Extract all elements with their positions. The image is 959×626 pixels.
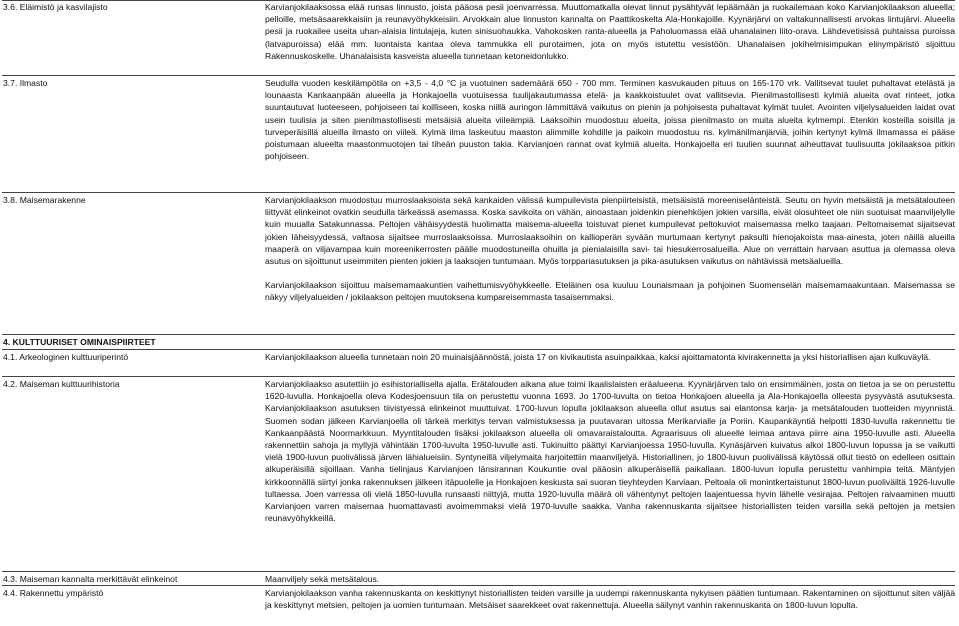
- table-rule: [2, 75, 955, 76]
- section-text: Karvianjokilaakson vanha rakennuskanta on keskittynyt historiallisten teiden varsille ja uudempi rakennuskanta nykyisen päätien tuntumaan. Rakentaminen on sijoittunut siten väljää ja keskittynyt metsien, peltojen ja uomien tuntumaan. Metsäiset saarekkeet ovat rakennettuja. Alueella säilynyt vanhin rakennuskanta on 1800-luvun lopulta.: [265, 588, 955, 611]
- table-rule: [2, 585, 955, 586]
- table-rule: [2, 192, 955, 193]
- table-rule: [2, 349, 955, 350]
- chapter-heading: 4. KULTTUURISET OMINAISPIIRTEET: [3, 337, 156, 347]
- table-rule: [2, 334, 955, 335]
- table-rule: [2, 376, 955, 377]
- section-label: 4.4. Rakennettu ympäristö: [3, 588, 104, 598]
- section-label: 3.6. Eläimistö ja kasvilajisto: [3, 2, 108, 12]
- section-text: Karvianjokilaaksossa elää runsas linnusto, joista pääosa pesii joenvarressa. Muuttomatkalla olevat linnut pysähtyvät lepäämään ja ruokailemaan koko Karvianjokilaakson alueella; pelloille, metsäsaarekkaisiin ja reunavyöhykkeisiin. Arvokkain alue linnuston kannalta on Paattikoskelta Ala-Honkajoille. Kyynärjärvi on valtakunnallisesti arvokas lintujärvi. Alueella pesii ja ruokailee useita uhan-alaisia lintulajeja, kuten sinisuohaukka. Vahokosken ranta-alueella ja Paholuomassa elää uhanalainen liito-orava. Lähdevetisissä puhtaissa puroissa (latvapuroissa) elää mm. luontaista kantaa oleva tammukka eli purotaimen, jota on myös istutettu vesistöön. Uhanalaisen jokihelmisimpukan elinympäristö sijoittuu Rakennuskoskelle. Uhanalaisista kasveista alueella tunnetaan ketoneidonlukko.: [265, 2, 955, 61]
- section-text: Karvianjokilaakso asutettiin jo esihistoriallisella ajalla. Erätalouden aikana alue toimi lkaalislaisten eräalueena. Kyynärjärven talo on ensimmäinen, josta on tietoa ja se on perustettu 1620-luvulla. Honkajoella oleva Kodesjoensuun tila on perustettu vuonna 1693. Jo 1700-luvulta on tietoa Honkajoen alueella ja Ala-Honkajoella olleesta pysyvästä asutuksesta. Karvianjokilaakson asutuksen tiivistyessä elinkeinot muuttuivat. 1700-luvun lopulla jokilaakson alueella ollut asutus sai elantonsa karja- ja metsätalouden tuotteiden myynnistä. Suomen sodan jälkeen Karvianjoella oli tärkeä merkitys tervan valmistuksessa ja puutavaran uitossa Merikarvialle ja Poriin. Kaupankäyntiä helpotti 1830-luvulla rakennettu tie Kankaanpäästä Noormarkkuun. Myyntitalouden lisäksi jokilaakson alueella oli omavaraistaloutta. Agraarisuus oli alueelle leimaa antava piirre aina 1950-luvulle asti. Alueella rakennettiin sahoja ja myllyjä vähintään 1700-luvulta 1950-luvulle asti. Tukinuitto päättyi Karvianjoessa 1950-luvulla. Kynäsjärven kuivatus alkoi 1800-luvun lopussa ja se vaikutti vielä 1900-luvun puolivälissä järven lähialueisiin. Syntyneillä viljelymaita harjoitettiin maanviljelyä. Historiallinen, jo 1800-luvun puolivälissä käytössä ollut tiestö on edelleen osittain alkuperäisillä sijoillaan. Vanha tielinjaus Karvianjoen länsirannan Koukuntie oval pääosin alkuperäisellä paikallaan. 1800-luvun lopulla perustettu vanhimpia teitä. Mäntyjen kirkkoonnällä siirtyi jonka rakennuksen jälkeen itäpuolelle ja Honkajoen keskusta sai suoran tieyhteyden Karviaan. Peltoala oli monintkertaistunut 1800-luvun puoliväiltä 1926-luvulle tultaessa. Joen varressa oli vielä 1850-luvulla runsaasti niittyjä, mutta 1920-luvulla määrä oli vähentynyt peltojen laajentuessa hyvin lähelle vesirajaa. Peltojen raivaaminen muutti Karvianjoen varren maisemaa huomattavasti avoimemmaksi vielä 1970-luvulle saakka. Vanha rakennuskanta sijaitsee historiallisten teiden varsilla sekä peltojen ja metsien reunavyöhykkeillä.: [265, 379, 955, 524]
- section-label: 4.3. Maiseman kannalta merkittävät elinkeinot: [3, 574, 178, 584]
- table-rule: [2, 571, 955, 572]
- section-text-block: [265, 194, 955, 304]
- section-text: Seudulla vuoden keskilämpötila on +3,5 - 4,0 °C ja vuotuinen sademäärä 650 - 700 mm. Terminen kasvukauden pituus on 165-170 vrk. Vallitsevat tuulet puhaltavat etelästä ja lounaasta Kankaanpään alueella ja Honkajoella vuotuisessa tuulijakautumassa etelä- ja kaakkoistuulet ovat vallitsevia. Pienilmastollisesti kylmiä alueita ovat rinteet, jotka suuntautuvat luoteeseen, pohjoiseen tai koilliseen, koska niillä auringon lämmittävä vaikutus on pienin ja pohjoisesta puhaltavat kylmät tuulet. Avointen viljelysalueiden laidat ovat usein tuulisia ja siten pienilmastollisesti metsäisiä alueita viileämpiä. Laaksoihin muodostuu alueita, joissa pienilmasto on muita alueita kylmempi. Etenkin kosteilla soisilla ja turveperäisillä alueilla ilmasto on viileä. Kylmä ilma laskeutuu maaston alimmille kohdille ja paikoin muodostuu ns. kylmänilmanjärviä, joihin kertynyt kylmä ilmamassa ei pääse poistumaan alueelta maastonmuotojen tai tiheän puuston takia. Karvianjoen rannat ovat kylmiä alueita. Honkajoella eri tuulien suunnat aiheuttavat tuulisuutta jokilaaksoa pitkin pohjoiseen.: [265, 78, 955, 162]
- section-paragraph: Karvianjokilaakson muodostuu murroslaaksoista sekä kankaiden välissä kumpuilevista pienpiirteisistä, metsäisistä moreeniselänteistä. Seutu on hyvin metsäistä ja metsätalouteen liittyvät elinkeinot ovatkin seudulla tärkeässä asemassa. Koska savikoita on vähän, ainoastaan joidenkin pienehköjen jokien varsilla, eivät olosuhteet ole niin suotuisat maanviljelylle kuin muualla Satakunnassa. Peltojen vähäisyydestä huolimatta maisema-alueella toistuvat pienet kumpuilevat peltokuviot maisemassa melko taajaan. Peltomaisemat sijaitsevat jokien läheisyydessä, valtaosa sijaitsee murroslaaksoissa. Murroslaaksoihin on kallioperän syvään murtumaan kertynyt paksulti hienojakoista maa-ainesta, joten näillä alueilla maaperä on viljavampaa kuin moreenikerrosten päälle muodostuneilla ohuilla ja pienialaisilla savi- tai hiesukerrosalueilla. Alue on verrattain harvaan asuttua ja olemassa oleva asutus on sijoittunut useimmiten pienten jokien ja laaksojen tuntumaan. Myös torppariasutuksen ja pika-asutuksen vaikutus on nähtävissä metsäalueilla.: [265, 195, 955, 267]
- section-text: Maanviljely sekä metsätalous.: [265, 574, 380, 584]
- section-label: 4.1. Arkeologinen kulttuuriperintö: [3, 352, 129, 362]
- section-paragraph: Karvianjokilaakson sijoittuu maisemamaakuntien vaihettumisvyöhykkeelle. Eteläinen osa kuuluu Lounaismaan ja pohjoinen Suomenselän maisemamaakuntaan. Maisemassa se näkyy viljelyalueiden / jokilaakson peltojen muutoksena kumpareisemmasta tasaisemmaksi.: [265, 280, 955, 303]
- section-label: 4.2. Maiseman kulttuurihistoria: [3, 379, 120, 389]
- section-label: 3.7. Ilmasto: [3, 78, 48, 88]
- section-text: Karvianjokilaakson alueella tunnetaan noin 20 muinaisjäännöstä, joista 17 on kivikautista asuinpaikkaa, kaksi ajoittamatonta kivirakennetta ja yksi historiallisen ajan kulkuväylä.: [265, 352, 931, 362]
- section-label: 3.8. Maisemarakenne: [3, 195, 86, 205]
